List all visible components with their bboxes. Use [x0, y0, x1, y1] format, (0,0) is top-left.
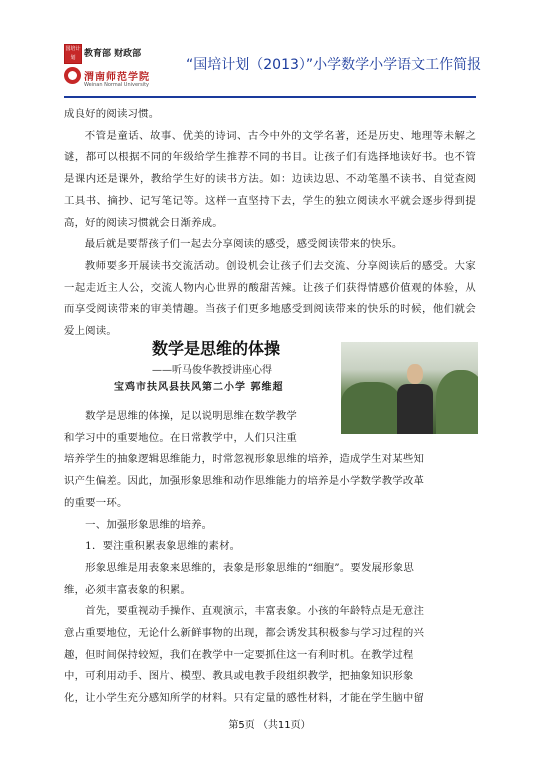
- header-divider: [64, 96, 476, 98]
- intro-section: [64, 104, 476, 343]
- school-emblem-icon: [64, 67, 81, 84]
- article-author: 宝鸡市扶风县扶风第二小学 郭维超: [114, 382, 284, 393]
- article-line: 一、加强形象思维的培养。: [64, 518, 213, 531]
- header-logos: [64, 44, 184, 94]
- intro-paragraph-3: 教师要多开展读书交流活动。创设机会让孩子们去交流、分享阅读后的感受。大家一起走近主人公，交流人物内心世界的酸甜苦辣。让孩子们获得情感价值观的体验，从而享受阅读带来的审美情趣。当孩子们更多地感受到阅读带来的快乐的时候，他们就会爱上阅读。: [64, 259, 476, 338]
- page-header: [64, 44, 484, 94]
- article-line: 1．要注重积累表象思维的素材。: [64, 540, 241, 553]
- article-line: 维，必须丰富表象的积累。: [64, 583, 192, 596]
- photo-person-head: [407, 364, 423, 384]
- article-line: 和学习中的重要地位。在日常教学中，人们只注重: [64, 431, 297, 444]
- intro-paragraph-1: 不管是童话、故事、优美的诗词、古今中外的文学名著，还是历史、地理等未解之谜，都可以根据不同的年级给学生推荐不同的书目。让孩子们有选择地读好书。也不管是课内还是课外，教给学生好的读书方法。如：边读边思、不动笔墨不读书、自觉查阅工具书、摘抄、记写笔记等。这样一直坚持下去，学生的独立阅读水平就会逐步得到提高，好的阅读习惯就会日渐养成。: [64, 129, 476, 229]
- article-body: [64, 406, 476, 710]
- article-line: 化，让小学生充分感知所学的材料。只有定量的感性材料，才能在学生脑中留: [64, 692, 425, 705]
- article-subtitle: ——听马俊华教授讲座心得: [152, 365, 272, 376]
- article-line: 趣，但时间保持较短，我们在教学中一定要抓住这一有利时机。在教学过程: [64, 648, 414, 661]
- article-line: 中，可利用动手、图片、模型、教具或电教手段组织教学，把抽象知识形象: [64, 670, 414, 683]
- school-name-english: Weinan Normal University: [84, 82, 150, 88]
- page-number: 第5页 （共11页）: [228, 720, 311, 731]
- article-line: 数学是思维的体操，足以说明思维在数学教学: [64, 410, 297, 422]
- intro-paragraph-0: 成良好的阅读习惯。: [64, 108, 160, 120]
- bulletin-title: “国培计划（2013）”小学数学小学语文工作简报: [186, 57, 482, 73]
- article-line: 的重要一环。: [64, 496, 128, 509]
- intro-paragraph-2: 最后就是要帮孩子们一起去分享阅读的感受，感受阅读带来的快乐。: [84, 238, 403, 251]
- guopei-logo: 国培计划: [64, 44, 82, 64]
- article-line: 意占重要地位，无论什么新鲜事物的出现，都会诱发其积极参与学习过程的兴: [64, 627, 425, 640]
- department-names: 教育部 财政部: [84, 49, 142, 59]
- article-title: 数学是思维的体操: [152, 339, 281, 358]
- article-line: 形象思维是用表象来思维的，表象是形象思维的“细胞”。要发展形象思: [64, 561, 414, 574]
- article-line: 培养学生的抽象逻辑思维能力，时常忽视形象思维的培养，造成学生对某些知: [64, 453, 425, 466]
- article-line: 识产生偏差。因此，加强形象思维和动作思维能力的培养是小学数学教学改革: [64, 475, 425, 488]
- school-name: 渭南师范学院: [84, 72, 150, 83]
- article-line: 首先，要重视动手操作、直观演示，丰富表象。小孩的年龄特点是无意注: [64, 605, 425, 618]
